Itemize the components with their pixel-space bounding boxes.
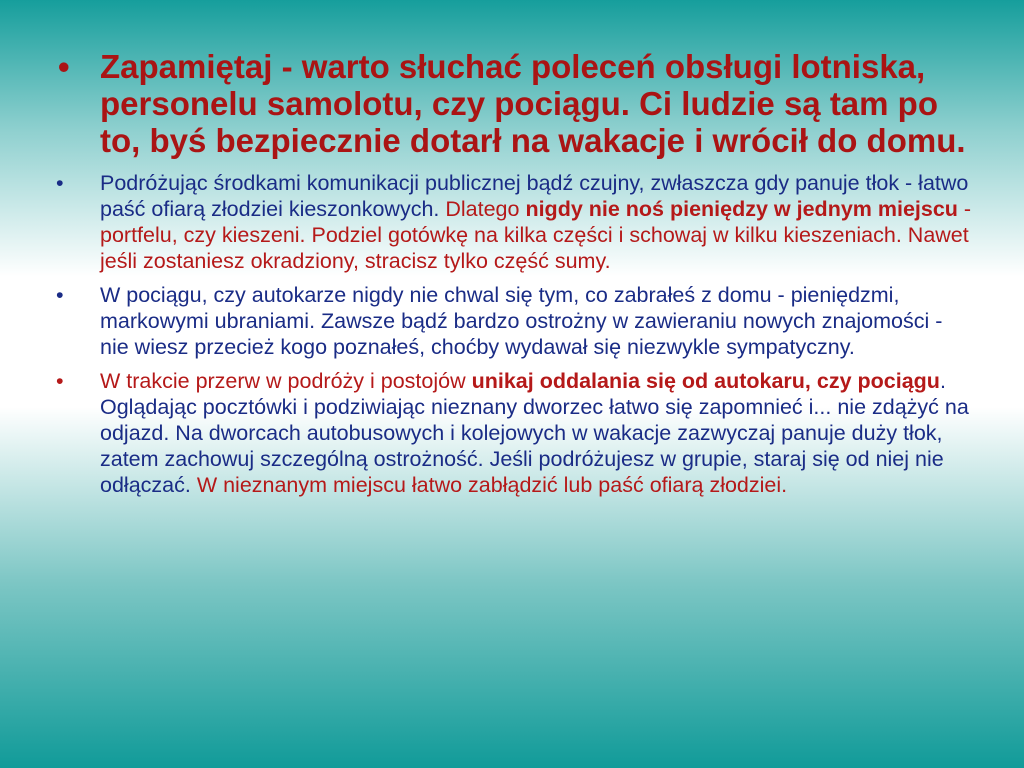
bullet-1-text: Zapamiętaj - warto słuchać poleceń obsługi lotniska, personelu samolotu, czy pociągu. Ci ludzie są tam po to, byś bezpiecznie dotarł na wakacje i wrócił do domu. <box>100 48 966 159</box>
bullet-4-text-part1: W trakcie przerw w podróży i postojów <box>100 369 472 393</box>
bullet-item-2 <box>56 170 976 274</box>
bullet-2-text-part1: Podróżując środkami komunikacji publicznej bądź czujny, zwłaszcza gdy panuje tłok - łatwo paść ofiarą złodziei kieszonkowych. <box>100 171 969 221</box>
bullet-2-text-part2: Dlatego <box>445 197 526 221</box>
bullet-marker: • <box>58 48 70 85</box>
bullet-4-text-part4: W nieznanym miejscu łatwo zabłądzić lub paść ofiarą złodziei. <box>196 473 788 497</box>
bullet-3-text: W pociągu, czy autokarze nigdy nie chwal się tym, co zabrałeś z domu - pieniędzmi, markowymi ubraniami. Zawsze bądź bardzo ostrożny w zawieraniu nowych znajomości - nie wiesz przecież kogo poznałeś, choćby wydawał się niezwykle sympatyczny. <box>100 283 943 359</box>
bullet-item-4 <box>56 368 976 498</box>
bullet-list <box>56 48 976 498</box>
bullet-2-emphasis: nigdy nie noś pieniędzy w jednym miejscu <box>525 197 958 221</box>
bullet-marker: • <box>56 369 64 393</box>
bullet-4-emphasis: unikaj oddalania się od autokaru, czy pociągu <box>471 369 940 393</box>
bullet-2-text-part4: - portfelu, czy kieszeni. Podziel gotówkę na kilka części i schowaj w kilku kieszeniach. Nawet jeśli zostaniesz okradziony, stracisz tylko część sumy. <box>100 197 972 273</box>
bullet-item-3 <box>56 282 976 360</box>
bullet-item-1 <box>56 48 976 159</box>
bullet-marker: • <box>56 283 64 307</box>
bullet-4-text-part3: . Oglądając pocztówki i podziwiając nieznany dworzec łatwo się zapomnieć i... nie zdążyć na odjazd. Na dworcach autobusowych i kolejowych w wakacje zazwyczaj panuje duży tłok, zatem zachowuj szczególną ostrożność. Jeśli podróżujesz w grupie, staraj się od niej nie odłączać. <box>100 369 969 497</box>
bullet-marker: • <box>56 171 64 195</box>
